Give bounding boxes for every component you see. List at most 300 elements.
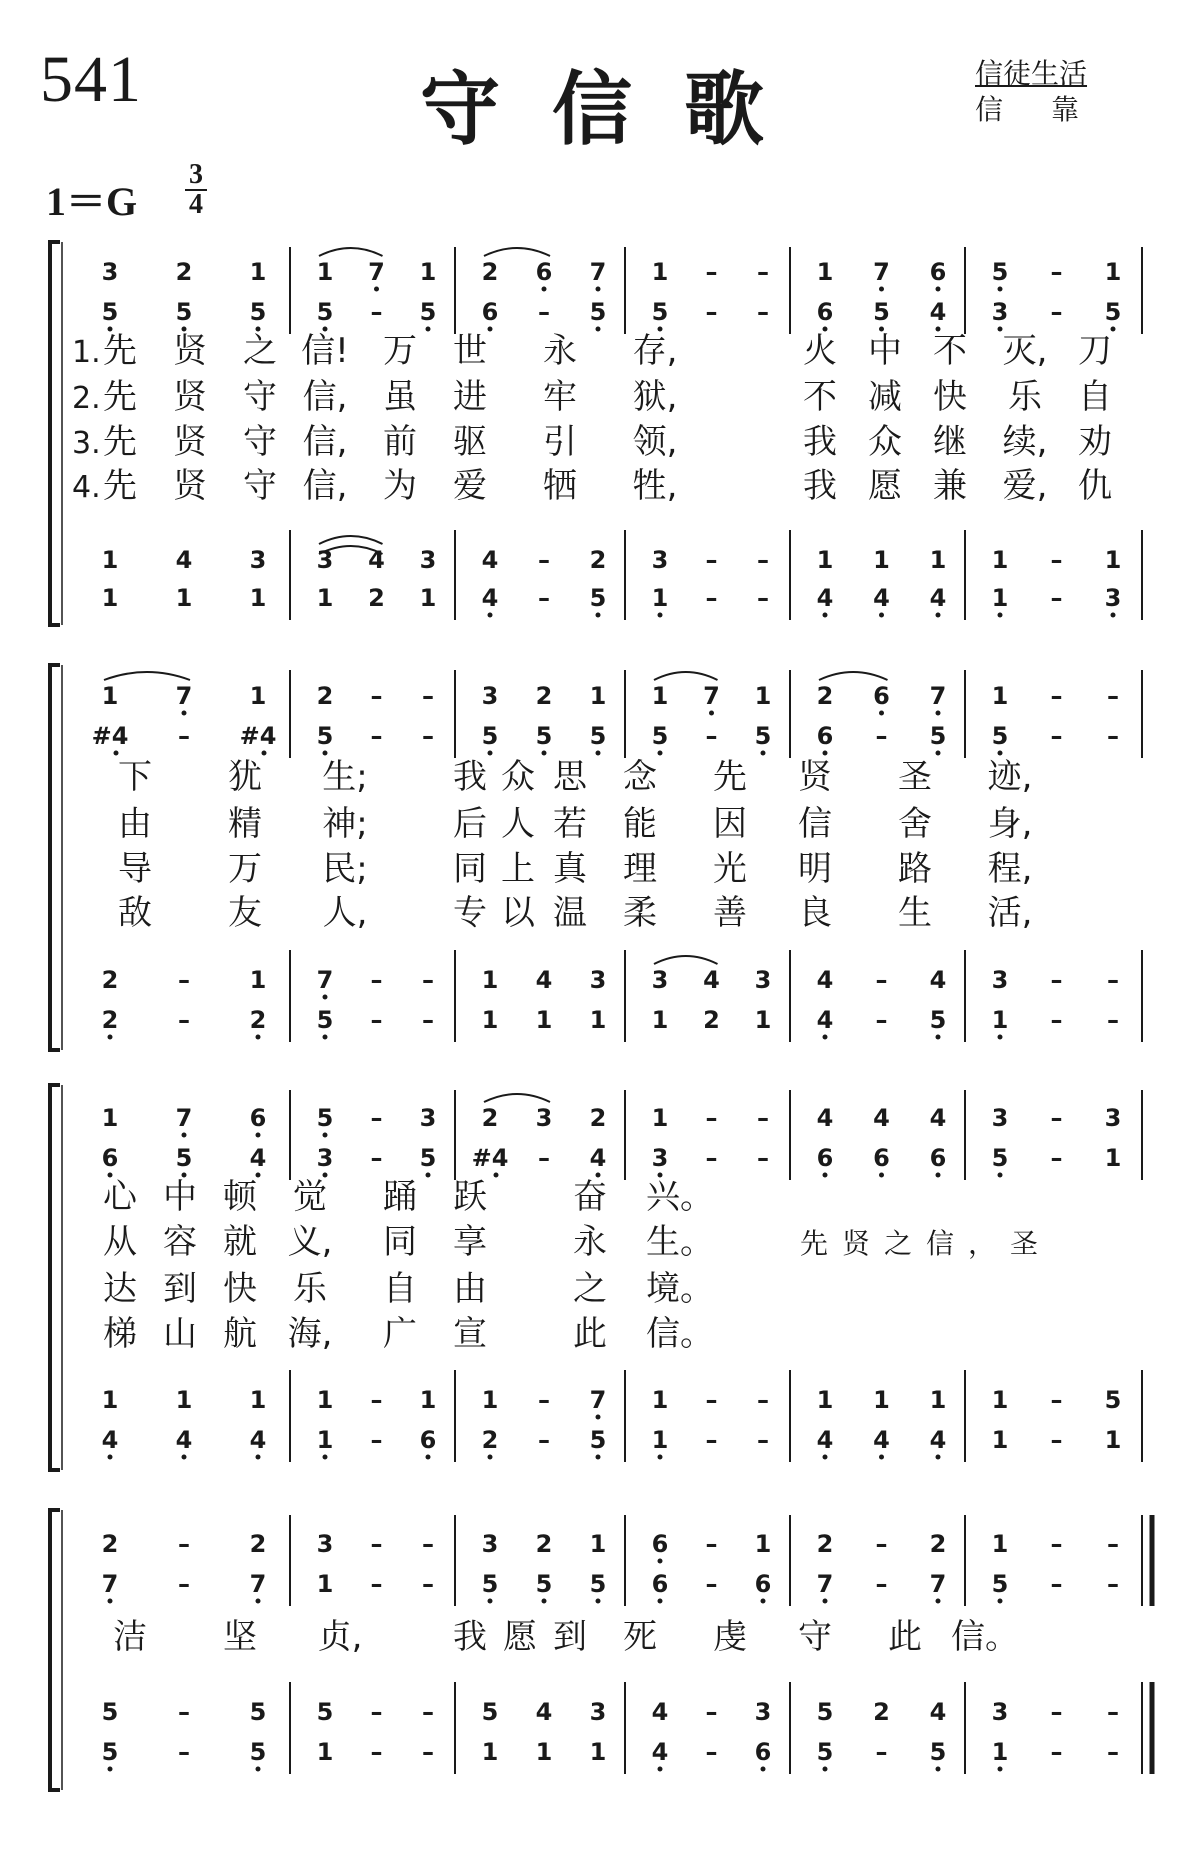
- note: –: [1050, 1570, 1063, 1598]
- lyric-syllable: 兴。: [646, 1177, 714, 1217]
- note: 6: [929, 1144, 947, 1172]
- note: 3: [991, 298, 1009, 326]
- slur: [484, 1094, 550, 1102]
- slur: [319, 536, 383, 544]
- note: 1: [929, 546, 947, 574]
- note: 3: [316, 1144, 334, 1172]
- lyric-syllable: 爱: [453, 466, 487, 506]
- note: –: [1107, 722, 1119, 750]
- note: –: [757, 584, 769, 612]
- note: –: [178, 722, 190, 750]
- note: 6: [651, 1530, 669, 1558]
- low-octave-dot: [998, 613, 1003, 618]
- note: 3: [991, 1698, 1009, 1726]
- note: 2: [873, 1698, 890, 1726]
- note: –: [422, 1698, 434, 1726]
- low-octave-dot: [542, 751, 547, 756]
- lyric-syllable: 先: [103, 466, 137, 506]
- note: 5: [589, 1570, 607, 1598]
- low-octave-dot: [658, 613, 663, 618]
- lyric-syllable: 牺: [543, 466, 577, 506]
- note: 4: [481, 546, 499, 574]
- lyric-syllable: 众: [501, 757, 535, 797]
- lyric-syllable: 敌: [118, 893, 152, 933]
- lyric-syllable: 程,: [987, 849, 1033, 889]
- note: 3: [1104, 1104, 1122, 1132]
- note: 1: [101, 1386, 119, 1414]
- note: –: [370, 1104, 383, 1132]
- note: 1: [816, 546, 834, 574]
- low-octave-dot: [936, 1599, 941, 1604]
- note: 5: [589, 584, 607, 612]
- low-octave-dot: [879, 1173, 884, 1178]
- lyric-syllable: 守: [243, 422, 277, 462]
- lyric-syllable: 灭,: [1002, 331, 1048, 371]
- note: 5: [929, 1006, 947, 1034]
- note: 4: [929, 1698, 947, 1726]
- note: 7: [589, 1386, 607, 1414]
- slur: [654, 956, 718, 964]
- lyric-syllable: 我: [803, 422, 837, 462]
- low-octave-dot: [998, 1599, 1003, 1604]
- note: –: [757, 546, 769, 574]
- note: 5: [316, 1698, 334, 1726]
- low-octave-dot: [658, 1559, 663, 1564]
- low-octave-dot: [998, 287, 1003, 292]
- note: –: [757, 1104, 769, 1132]
- note: 1: [754, 1006, 772, 1034]
- note: 5: [816, 1698, 834, 1726]
- note: –: [1050, 1738, 1063, 1766]
- lyric-syllable: 快: [933, 377, 967, 417]
- note: 1: [101, 1104, 119, 1132]
- note: –: [422, 966, 434, 994]
- note: –: [370, 1006, 383, 1034]
- lyric-syllable: 同: [453, 849, 487, 889]
- note: 5: [249, 298, 267, 326]
- note: 1: [651, 1386, 669, 1414]
- lyric-syllable: 不: [803, 377, 837, 417]
- lyric-syllable: 快: [223, 1269, 257, 1309]
- note: –: [1107, 1530, 1119, 1558]
- note: 1: [101, 584, 119, 612]
- note: 4: [929, 966, 947, 994]
- low-octave-dot: [323, 751, 328, 756]
- note: 2: [535, 682, 553, 710]
- note: –: [705, 722, 718, 750]
- note: –: [370, 1698, 383, 1726]
- low-octave-dot: [823, 1173, 828, 1178]
- lyric-syllable: 柔: [623, 893, 657, 933]
- note: 5: [929, 722, 947, 750]
- lyric-syllable: 境。: [646, 1269, 714, 1309]
- note: 3: [1104, 584, 1122, 612]
- note: 1: [481, 1738, 499, 1766]
- note: 1: [651, 258, 669, 286]
- lyric-syllable: 光: [713, 849, 747, 889]
- note: #4: [239, 722, 277, 750]
- note: 1: [991, 546, 1009, 574]
- lyric-syllable: 守: [798, 1617, 832, 1657]
- note: 6: [419, 1426, 437, 1454]
- note: –: [370, 682, 383, 710]
- note: 1: [316, 584, 334, 612]
- lyric-syllable: 万: [383, 331, 417, 371]
- low-octave-dot: [596, 613, 601, 618]
- low-octave-dot: [709, 711, 714, 716]
- lyric-syllable: 温: [553, 893, 587, 933]
- note: 1: [249, 1386, 267, 1414]
- note: 4: [249, 1426, 267, 1454]
- slur: [104, 672, 190, 680]
- lyric-syllable: 同: [383, 1222, 417, 1262]
- hymn-number: 541: [40, 43, 142, 116]
- lyric-syllable: 虔: [713, 1617, 747, 1657]
- note: –: [1050, 1530, 1063, 1558]
- note: 1: [419, 1386, 437, 1414]
- lyric-syllable: 下: [118, 757, 152, 797]
- note: 4: [816, 1104, 834, 1132]
- low-octave-dot: [256, 1767, 261, 1772]
- slur: [319, 248, 383, 256]
- note: –: [370, 298, 383, 326]
- lyric-syllable: 信: [798, 804, 832, 844]
- lyric-syllable: 守: [243, 377, 277, 417]
- lyric-syllable: 牢: [543, 377, 577, 417]
- note: 3: [754, 1698, 772, 1726]
- low-octave-dot: [658, 1455, 663, 1460]
- low-octave-dot: [182, 1133, 187, 1138]
- lyric-syllable: 跃: [453, 1177, 487, 1217]
- note: 2: [249, 1530, 267, 1558]
- note: –: [538, 546, 550, 574]
- low-octave-dot: [108, 1455, 113, 1460]
- note: –: [1107, 1698, 1119, 1726]
- lyric-syllable: 不: [933, 331, 967, 371]
- note: 5: [419, 1144, 437, 1172]
- score-system: [50, 242, 1142, 625]
- note: –: [705, 1698, 718, 1726]
- note: 1: [1104, 546, 1122, 574]
- note: 5: [589, 298, 607, 326]
- note: 1: [249, 966, 267, 994]
- lyric-syllable: 由: [118, 804, 152, 844]
- note: –: [1107, 1006, 1119, 1034]
- note: 1: [991, 1426, 1009, 1454]
- note: 7: [316, 966, 334, 994]
- lyric-syllable: 死: [623, 1617, 657, 1657]
- lyric-syllable: 真: [553, 849, 587, 889]
- low-octave-dot: [761, 1767, 766, 1772]
- note: 1: [651, 1104, 669, 1132]
- lyric-syllable: 万: [228, 849, 262, 889]
- lyric-syllable: 若: [553, 804, 587, 844]
- lyric-syllable: 专: [453, 893, 487, 933]
- note: 5: [481, 1698, 499, 1726]
- note: –: [422, 1530, 434, 1558]
- note: 3: [754, 966, 772, 994]
- note: –: [705, 1570, 718, 1598]
- note: –: [757, 1426, 769, 1454]
- lyric-syllable: 路: [898, 849, 932, 889]
- lyric-syllable: 思: [553, 757, 587, 797]
- note: 1: [316, 1570, 334, 1598]
- note: –: [875, 1570, 888, 1598]
- lyric-syllable: 狱,: [632, 377, 678, 417]
- lyric-syllable: 众: [868, 422, 902, 462]
- low-octave-dot: [114, 751, 119, 756]
- lyric-syllable: 到: [163, 1269, 197, 1309]
- lyric-syllable: 仇: [1078, 466, 1112, 506]
- system-bracket: [50, 1510, 60, 1790]
- note: 5: [754, 722, 772, 750]
- lyric-syllable: 山: [163, 1314, 197, 1354]
- note: 3: [991, 966, 1009, 994]
- lyric-syllable: 愿: [868, 466, 902, 506]
- note: 7: [101, 1570, 119, 1598]
- note: 4: [651, 1738, 669, 1766]
- lyric-syllable: 航: [223, 1314, 257, 1354]
- note: –: [1050, 1426, 1063, 1454]
- low-octave-dot: [936, 1767, 941, 1772]
- lyric-syllable: 先: [103, 377, 137, 417]
- note: 2: [816, 1530, 834, 1558]
- low-octave-dot: [823, 1599, 828, 1604]
- lyric-syllable: 前: [383, 422, 417, 462]
- lyric-syllable: 良: [798, 893, 832, 933]
- note: 4: [929, 298, 947, 326]
- low-octave-dot: [262, 751, 267, 756]
- note: 1: [419, 258, 437, 286]
- lyric-syllable: 由: [453, 1269, 487, 1309]
- note: 1: [991, 584, 1009, 612]
- note: –: [1107, 1570, 1119, 1598]
- lyric-syllable: 我: [453, 757, 487, 797]
- note: 4: [651, 1698, 669, 1726]
- lyric-syllable: 此: [888, 1617, 922, 1657]
- note: 2: [101, 966, 119, 994]
- note: 5: [316, 722, 334, 750]
- note: –: [370, 1426, 383, 1454]
- low-octave-dot: [426, 327, 431, 332]
- note: –: [422, 1738, 434, 1766]
- note: –: [1050, 1698, 1063, 1726]
- lyric-syllable: 从: [103, 1222, 137, 1262]
- note: 3: [589, 966, 607, 994]
- lyric-syllable: 导: [118, 849, 152, 889]
- note: 6: [481, 298, 499, 326]
- note: 5: [589, 722, 607, 750]
- lyric-syllable: 刀: [1078, 331, 1112, 371]
- lyric-syllable: 贤: [173, 331, 207, 371]
- note: 6: [873, 1144, 890, 1172]
- lyric-syllable: 觉: [293, 1177, 327, 1217]
- note: 5: [816, 1738, 834, 1766]
- note: –: [178, 1698, 190, 1726]
- low-octave-dot: [936, 287, 941, 292]
- note: 5: [175, 298, 193, 326]
- note: 1: [754, 1530, 772, 1558]
- note: 4: [535, 1698, 553, 1726]
- note: 1: [1104, 1144, 1122, 1172]
- note: 4: [873, 1426, 890, 1454]
- note: 7: [249, 1570, 267, 1598]
- note: 4: [703, 966, 720, 994]
- low-octave-dot: [323, 995, 328, 1000]
- note: 1: [589, 1530, 607, 1558]
- lyric-syllable: 虽: [383, 377, 417, 417]
- note: 1: [535, 1006, 553, 1034]
- note: 1: [589, 1006, 607, 1034]
- note: 6: [816, 722, 834, 750]
- note: –: [370, 1570, 383, 1598]
- note: 3: [481, 682, 499, 710]
- lyric-syllable: 世: [453, 331, 487, 371]
- note: 4: [816, 1426, 834, 1454]
- note: 4: [929, 1104, 947, 1132]
- system-bracket: [50, 242, 60, 625]
- note: 1: [873, 546, 890, 574]
- slur: [484, 248, 550, 256]
- note: 5: [175, 1144, 193, 1172]
- lyric-syllable: 贤: [173, 377, 207, 417]
- note: 4: [101, 1426, 119, 1454]
- slur: [819, 672, 888, 680]
- note: –: [538, 1144, 550, 1172]
- low-octave-dot: [374, 287, 379, 292]
- note: 3: [419, 1104, 437, 1132]
- lyric-syllable: 永: [573, 1222, 607, 1262]
- low-octave-dot: [323, 1455, 328, 1460]
- note: –: [705, 1386, 718, 1414]
- lyric-syllable: 活,: [987, 893, 1033, 933]
- note: 5: [873, 298, 890, 326]
- lyric-syllable: 义,: [287, 1222, 333, 1262]
- note: –: [1050, 298, 1063, 326]
- note: 5: [991, 722, 1009, 750]
- lyric-syllable: 理: [623, 849, 657, 889]
- lyric-syllable: 劝: [1078, 422, 1112, 462]
- low-octave-dot: [256, 1455, 261, 1460]
- note: 5: [481, 722, 499, 750]
- lyric-syllable: 火: [803, 331, 837, 371]
- lyric-syllable: 贤: [798, 757, 832, 797]
- note: –: [538, 584, 550, 612]
- note: 1: [929, 1386, 947, 1414]
- lyric-syllable: 生;: [322, 757, 368, 797]
- note: 1: [316, 1738, 334, 1766]
- low-octave-dot: [879, 287, 884, 292]
- note: 7: [929, 1570, 947, 1598]
- note: 5: [929, 1738, 947, 1766]
- low-octave-dot: [182, 711, 187, 716]
- note: 2: [481, 1426, 499, 1454]
- lyric-syllable: 信,: [302, 422, 348, 462]
- note: –: [1050, 1144, 1063, 1172]
- low-octave-dot: [596, 327, 601, 332]
- lyric-syllable: 自: [1078, 377, 1112, 417]
- low-octave-dot: [936, 613, 941, 618]
- note: 3: [101, 258, 119, 286]
- lyric-syllable: 神;: [322, 804, 368, 844]
- low-octave-dot: [488, 1455, 493, 1460]
- note: 4: [873, 584, 890, 612]
- note: 1: [481, 966, 499, 994]
- lyric-syllable: 后: [453, 804, 487, 844]
- note: –: [1107, 682, 1119, 710]
- note: 5: [316, 1104, 334, 1132]
- lyric-syllable: 到: [553, 1617, 587, 1657]
- low-octave-dot: [879, 711, 884, 716]
- note: 7: [929, 682, 947, 710]
- note: 2: [249, 1006, 267, 1034]
- key-signature: 1＝G: [46, 179, 138, 224]
- low-octave-dot: [596, 751, 601, 756]
- low-octave-dot: [823, 751, 828, 756]
- note: 1: [991, 1530, 1009, 1558]
- low-octave-dot: [658, 1767, 663, 1772]
- lyric-syllable: 心: [103, 1177, 137, 1217]
- low-octave-dot: [542, 287, 547, 292]
- note: 5: [249, 1738, 267, 1766]
- note: 7: [175, 1104, 193, 1132]
- lyric-syllable: 容: [163, 1222, 197, 1262]
- low-octave-dot: [108, 1035, 113, 1040]
- author-credit-2: 信靠: [975, 93, 1128, 126]
- lyric-syllable: 奋: [573, 1177, 607, 1217]
- low-octave-dot: [998, 1173, 1003, 1178]
- note: –: [705, 298, 718, 326]
- note: –: [370, 966, 383, 994]
- note: –: [422, 682, 434, 710]
- lyric-syllable: 洁: [113, 1617, 147, 1657]
- note: –: [178, 1738, 190, 1766]
- low-octave-dot: [998, 1035, 1003, 1040]
- note: –: [178, 966, 190, 994]
- low-octave-dot: [488, 327, 493, 332]
- low-octave-dot: [494, 1173, 499, 1178]
- note: –: [757, 298, 769, 326]
- lyric-syllable: 自: [383, 1269, 417, 1309]
- low-octave-dot: [323, 1035, 328, 1040]
- low-octave-dot: [488, 751, 493, 756]
- low-octave-dot: [108, 1599, 113, 1604]
- note: –: [370, 1530, 383, 1558]
- note: 5: [101, 1738, 119, 1766]
- author-credit-1: 信徒生活: [975, 57, 1088, 90]
- note: –: [370, 722, 383, 750]
- low-octave-dot: [182, 1455, 187, 1460]
- note: 6: [754, 1570, 772, 1598]
- lyric-syllable: 善: [713, 893, 747, 933]
- note: 5: [991, 258, 1009, 286]
- low-octave-dot: [323, 1133, 328, 1138]
- note: 4: [175, 546, 193, 574]
- lyric-syllable: 引: [543, 422, 577, 462]
- note: 3: [651, 966, 669, 994]
- note: 5: [991, 1570, 1009, 1598]
- lyric-syllable: 信,: [302, 466, 348, 506]
- note: 5: [249, 1698, 267, 1726]
- lyric-syllable: 以: [501, 893, 535, 933]
- score-system: [50, 1085, 1142, 1470]
- note: 4: [535, 966, 553, 994]
- system-bracket: [50, 665, 60, 1050]
- note: 1: [249, 682, 267, 710]
- low-octave-dot: [488, 613, 493, 618]
- lyric-syllable: 爱,: [1002, 466, 1048, 506]
- note: –: [757, 1144, 769, 1172]
